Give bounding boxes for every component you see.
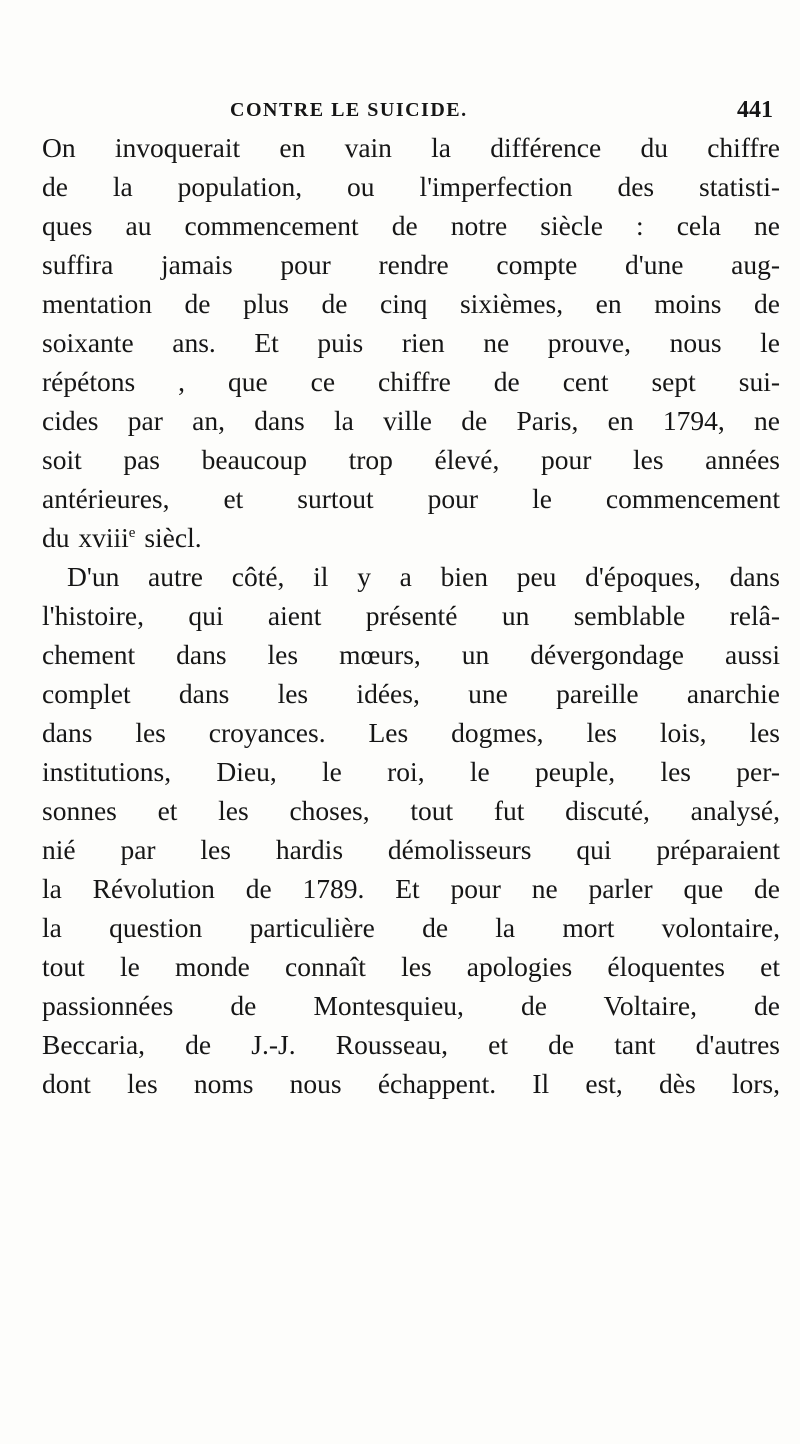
text-line: D'un autre côté, il y a bien peu d'époques, dans — [67, 561, 780, 592]
text-line: la Révolution de 1789. Et pour ne parler que de — [42, 873, 780, 904]
superscript: e — [128, 525, 136, 541]
text-line: de la population, ou l'imperfection des statisti- — [42, 171, 780, 202]
text-line: soit pas beaucoup trop élevé, pour les années — [42, 444, 780, 475]
text-line: l'histoire, qui aient présenté un semblable relâ- — [42, 600, 780, 631]
line-suffix: siècl. — [135, 522, 202, 553]
running-header — [42, 92, 775, 128]
text-line: mentation de plus de cinq sixièmes, en moins de — [42, 288, 780, 319]
text-line: Beccaria, de J.-J. Rousseau, et de tant d'autres — [42, 1029, 780, 1060]
text-line: antérieures, et surtout pour le commencement — [42, 483, 780, 514]
text-line-last — [42, 518, 780, 557]
page-number: 441 — [737, 97, 773, 123]
paragraph-2 — [42, 557, 780, 1103]
text-line: répétons , que ce chiffre de cent sept sui- — [42, 366, 780, 397]
text-line: chement dans les mœurs, un dévergondage aussi — [42, 639, 780, 670]
text-line: sonnes et les choses, tout fut discuté, analysé, — [42, 795, 780, 826]
text-line: ques au commencement de notre siècle : cela ne — [42, 210, 780, 241]
line-prefix: du xviii — [42, 522, 129, 553]
text-line: complet dans les idées, une pareille anarchie — [42, 678, 780, 709]
text-line: suffira jamais pour rendre compte d'une aug- — [42, 249, 780, 280]
text-line: cides par an, dans la ville de Paris, en 1794, ne — [42, 405, 780, 436]
text-line: la question particulière de la mort volontaire, — [42, 912, 780, 943]
text-line: On invoquerait en vain la différence du chiffre — [42, 132, 780, 163]
text-line: soixante ans. Et puis rien ne prouve, nous le — [42, 327, 780, 358]
body-text — [42, 128, 780, 1103]
text-line: dont les noms nous échappent. Il est, dès lors, — [42, 1068, 780, 1099]
text-line: nié par les hardis démolisseurs qui préparaient — [42, 834, 780, 865]
text-line: tout le monde connaît les apologies éloquentes et — [42, 951, 780, 982]
running-title: CONTRE LE SUICIDE. — [230, 99, 468, 121]
text-line: institutions, Dieu, le roi, le peuple, les per- — [42, 756, 780, 787]
text-line: dans les croyances. Les dogmes, les lois, les — [42, 717, 780, 748]
text-line: passionnées de Montesquieu, de Voltaire, de — [42, 990, 780, 1021]
paragraph-1 — [42, 128, 780, 557]
